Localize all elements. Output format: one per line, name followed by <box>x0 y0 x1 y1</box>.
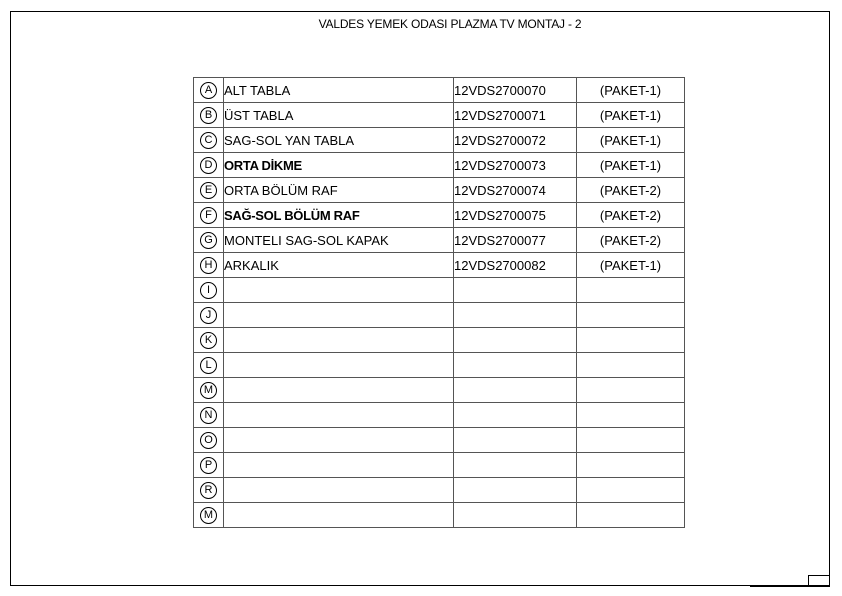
title-block-box <box>808 575 830 586</box>
row-letter-badge: A <box>200 82 217 99</box>
part-package: (PAKET-1) <box>577 153 685 178</box>
part-package: (PAKET-2) <box>577 228 685 253</box>
row-letter-cell <box>194 178 224 203</box>
row-letter-cell <box>194 228 224 253</box>
part-code <box>454 378 577 403</box>
part-name: ORTA DİKME <box>224 153 454 178</box>
row-letter-cell <box>194 278 224 303</box>
table-row <box>194 128 685 153</box>
page-title: VALDES YEMEK ODASI PLAZMA TV MONTAJ - 2 <box>318 17 582 31</box>
part-name <box>224 353 454 378</box>
row-letter-cell <box>194 203 224 228</box>
row-letter-cell <box>194 253 224 278</box>
table-row <box>194 303 685 328</box>
part-name <box>224 278 454 303</box>
row-letter-cell <box>194 428 224 453</box>
row-letter-badge: M <box>200 507 217 524</box>
part-package <box>577 478 685 503</box>
part-package: (PAKET-2) <box>577 203 685 228</box>
row-letter-badge: L <box>200 357 217 374</box>
part-code: 12VDS2700072 <box>454 128 577 153</box>
row-letter-badge: I <box>200 282 217 299</box>
part-name: ÜST TABLA <box>224 103 454 128</box>
row-letter-badge: E <box>200 182 217 199</box>
part-code: 12VDS2700075 <box>454 203 577 228</box>
table-row <box>194 453 685 478</box>
row-letter-cell <box>194 478 224 503</box>
part-name <box>224 503 454 528</box>
part-name: SAĞ-SOL BÖLÜM RAF <box>224 203 454 228</box>
part-package: (PAKET-1) <box>577 103 685 128</box>
part-code <box>454 303 577 328</box>
part-code: 12VDS2700077 <box>454 228 577 253</box>
table-row <box>194 403 685 428</box>
row-letter-badge: J <box>200 307 217 324</box>
row-letter-badge: H <box>200 257 217 274</box>
row-letter-cell <box>194 453 224 478</box>
part-code <box>454 503 577 528</box>
part-name <box>224 403 454 428</box>
table-row <box>194 428 685 453</box>
part-name <box>224 478 454 503</box>
table-row <box>194 203 685 228</box>
part-code <box>454 428 577 453</box>
table-row <box>194 78 685 103</box>
part-name <box>224 303 454 328</box>
part-package: (PAKET-2) <box>577 178 685 203</box>
table-row <box>194 328 685 353</box>
part-package <box>577 378 685 403</box>
part-package <box>577 428 685 453</box>
part-name: ALT TABLA <box>224 78 454 103</box>
part-name: MONTELI SAG-SOL KAPAK <box>224 228 454 253</box>
row-letter-badge: F <box>200 207 217 224</box>
table-row <box>194 378 685 403</box>
part-code <box>454 478 577 503</box>
part-package <box>577 453 685 478</box>
part-code: 12VDS2700071 <box>454 103 577 128</box>
part-name <box>224 428 454 453</box>
part-package: (PAKET-1) <box>577 128 685 153</box>
row-letter-cell <box>194 153 224 178</box>
table-row <box>194 178 685 203</box>
table-row <box>194 103 685 128</box>
part-name <box>224 378 454 403</box>
row-letter-badge: O <box>200 432 217 449</box>
row-letter-badge: D <box>200 157 217 174</box>
parts-table-body <box>194 78 685 528</box>
part-code <box>454 403 577 428</box>
part-name <box>224 453 454 478</box>
part-package <box>577 503 685 528</box>
part-package <box>577 328 685 353</box>
part-package <box>577 353 685 378</box>
row-letter-cell <box>194 403 224 428</box>
row-letter-badge: M <box>200 382 217 399</box>
part-package <box>577 403 685 428</box>
part-package: (PAKET-1) <box>577 78 685 103</box>
parts-table <box>193 77 685 528</box>
part-code: 12VDS2700074 <box>454 178 577 203</box>
row-letter-badge: N <box>200 407 217 424</box>
part-code <box>454 353 577 378</box>
part-code: 12VDS2700073 <box>454 153 577 178</box>
table-row <box>194 503 685 528</box>
row-letter-cell <box>194 128 224 153</box>
part-code <box>454 453 577 478</box>
part-name: SAG-SOL YAN TABLA <box>224 128 454 153</box>
table-row <box>194 278 685 303</box>
part-package <box>577 303 685 328</box>
table-row <box>194 153 685 178</box>
table-row <box>194 253 685 278</box>
row-letter-badge: K <box>200 332 217 349</box>
row-letter-cell <box>194 103 224 128</box>
row-letter-badge: B <box>200 107 217 124</box>
part-name: ORTA BÖLÜM RAF <box>224 178 454 203</box>
part-code: 12VDS2700082 <box>454 253 577 278</box>
part-package: (PAKET-1) <box>577 253 685 278</box>
part-name <box>224 328 454 353</box>
part-name: ARKALIK <box>224 253 454 278</box>
part-code <box>454 278 577 303</box>
part-code: 12VDS2700070 <box>454 78 577 103</box>
row-letter-cell <box>194 328 224 353</box>
row-letter-badge: R <box>200 482 217 499</box>
row-letter-cell <box>194 303 224 328</box>
row-letter-cell <box>194 353 224 378</box>
row-letter-badge: G <box>200 232 217 249</box>
part-code <box>454 328 577 353</box>
title-block-line <box>750 586 830 587</box>
row-letter-cell <box>194 378 224 403</box>
row-letter-cell <box>194 503 224 528</box>
row-letter-cell <box>194 78 224 103</box>
table-row <box>194 228 685 253</box>
table-row <box>194 353 685 378</box>
row-letter-badge: P <box>200 457 217 474</box>
part-package <box>577 278 685 303</box>
row-letter-badge: C <box>200 132 217 149</box>
table-row <box>194 478 685 503</box>
